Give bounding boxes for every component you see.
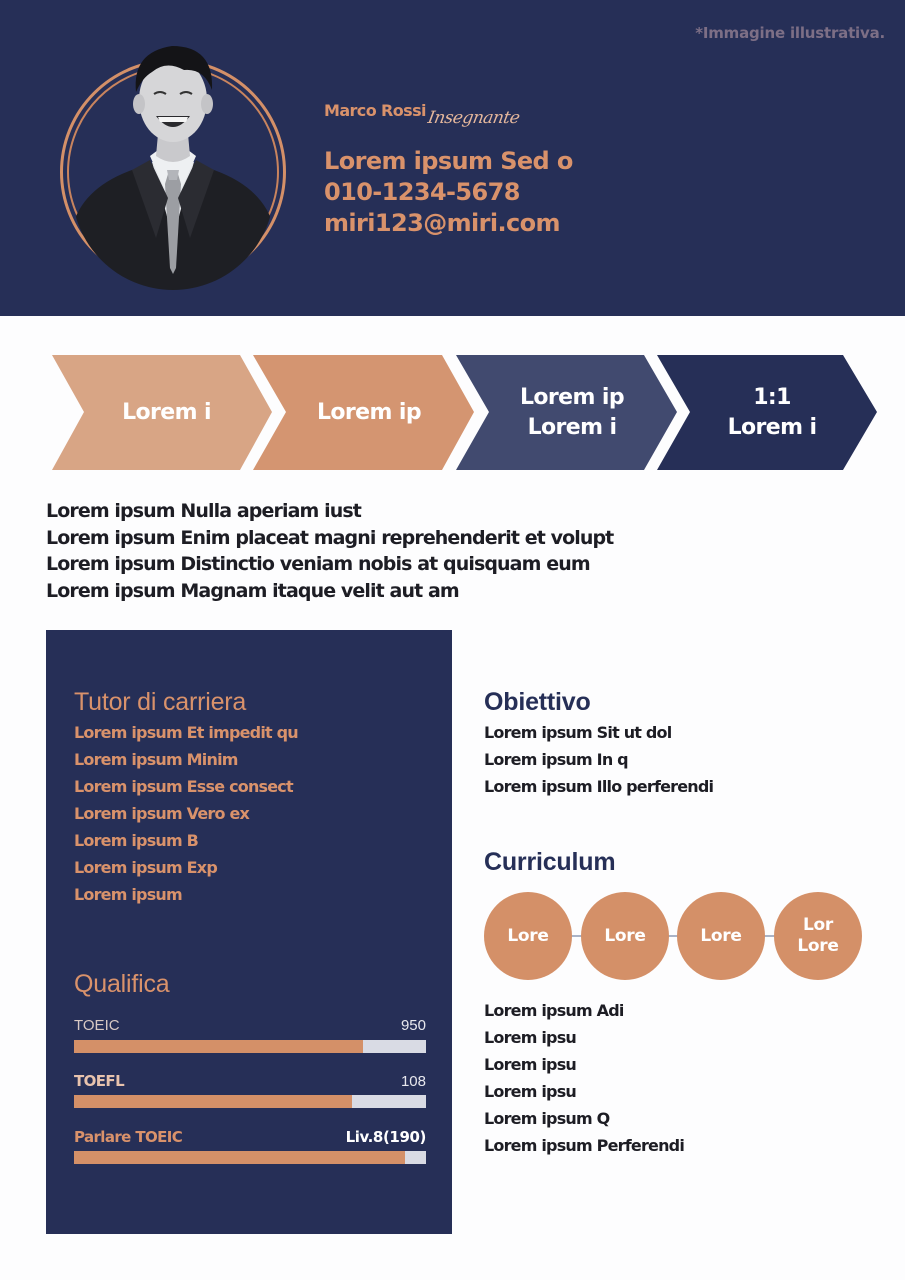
list-item: Lorem ipsu [484,1055,577,1074]
summary-line: Lorem ipsum Magnam itaque velit aut am [46,579,459,602]
chevron-label-4: 1:1 Lorem i [727,384,817,440]
summary-line: Lorem ipsum Enim placeat magni reprehenderit et volupt [46,526,614,549]
contact-block [324,146,573,239]
progress-fill [74,1095,352,1108]
header-banner [0,0,905,316]
list-item: Lorem ipsum In q [484,750,628,769]
process-chevrons [0,355,905,470]
chevron-label-1: Lorem i [122,399,211,425]
objective-title: Obiettivo [484,688,591,716]
left-panel [46,630,452,1234]
qualifications-section [74,970,426,1146]
career-section [74,688,298,908]
qual-row-speaking [74,1126,426,1146]
list-item: Lorem ipsum B [74,831,199,850]
tagline: Lorem ipsum Sed o [324,147,573,175]
qual-label: TOEFL [74,1072,125,1090]
illustrative-image-disclaimer: *Immagine illustrativa. [695,24,885,42]
list-item: Lorem ipsum Q [484,1109,610,1128]
qual-row-toeic [74,1014,426,1034]
phone-number: 010-1234-5678 [324,178,520,206]
list-item: Lorem ipsum Et impedit qu [74,723,298,742]
progress-bar-toeic [74,1040,426,1053]
qual-label: Parlare TOEIC [74,1128,183,1146]
list-item: Lorem ipsum Exp [74,858,217,877]
summary-list [46,498,613,604]
chevron-label-3: Lorem ip Lorem i [520,384,624,440]
career-title: Tutor di carriera [74,688,247,716]
summary-line: Lorem ipsum Distinctio veniam nobis at quisquam eum [46,553,590,575]
qualifications-title: Qualifica [74,970,170,998]
list-item: Lorem ipsu [484,1082,577,1101]
curriculum-steps [484,892,862,980]
list-item: Lorem ipsum Esse consect [74,777,293,796]
chevron-label-2: Lorem ip [317,399,421,425]
profile-photo [72,38,274,290]
profile-photo-frame [58,38,288,293]
list-item: Lorem ipsum Perferendi [484,1136,685,1155]
career-list [74,719,298,908]
progress-fill [74,1040,363,1053]
curriculum-step-4: Lor Lore [774,892,862,980]
list-item: Lorem ipsum [74,885,182,904]
list-item: Lorem ipsu [484,1028,577,1047]
summary-line: Lorem ipsum Nulla aperiam iust [46,500,361,522]
progress-fill [74,1151,405,1164]
objective-section [484,688,713,800]
qual-value: 108 [400,1073,426,1090]
list-item: Lorem ipsum Adi [484,1001,624,1020]
curriculum-list [484,997,684,1159]
list-item: Lorem ipsum Sit ut dol [484,723,672,742]
curriculum-section [484,848,615,877]
curriculum-step-3: Lore [677,892,765,980]
progress-bar-speaking [74,1151,426,1164]
curriculum-step-1: Lore [484,892,572,980]
curriculum-step-2: Lore [581,892,669,980]
qual-value: 950 [400,1017,426,1034]
email-address: miri123@miri.com [324,209,560,237]
qual-label: TOEIC [74,1017,120,1034]
progress-bar-toefl [74,1095,426,1108]
name-and-role [324,100,521,128]
qual-row-toefl [74,1070,426,1090]
person-role: Insegnante [426,108,521,128]
list-item: Lorem ipsum Minim [74,750,238,769]
list-item: Lorem ipsum Vero ex [74,804,250,823]
person-portrait-icon [72,38,274,290]
list-item: Lorem ipsum Illo perferendi [484,777,714,796]
objective-list [484,719,713,800]
person-name: Marco Rossi [324,101,426,120]
curriculum-title: Curriculum [484,848,616,876]
qual-value: Liv.8(190) [345,1128,426,1146]
